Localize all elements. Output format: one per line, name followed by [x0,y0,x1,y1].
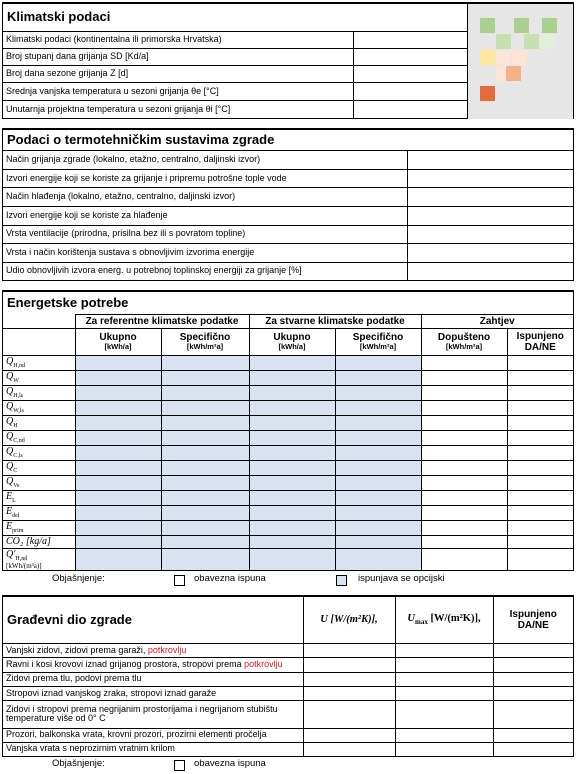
optional-value-cell[interactable] [75,385,161,400]
energy-row [3,446,573,461]
energy-row-symbol: $Q_{C,nd}$ [3,431,75,446]
logo-square [540,34,555,49]
optional-value-cell[interactable] [161,385,249,400]
required-value-cell[interactable] [421,400,507,415]
optional-value-cell[interactable] [75,370,161,385]
optional-value-cell[interactable] [249,536,335,548]
requirement-header: Zahtjev [421,314,573,328]
optional-value-cell[interactable] [161,416,249,431]
optional-value-cell[interactable] [249,416,335,431]
required-value-cell[interactable] [421,370,507,385]
energy-row-symbol: $Q_{W,ls}$ [3,400,75,415]
energy-class-logo [467,4,573,119]
col-u: U [W/(m²K)], [303,597,395,644]
required-value-cell[interactable] [507,446,573,461]
optional-value-cell[interactable] [335,355,421,370]
col-specific-ref: Specifično [kWh/m²a] [161,329,249,356]
col-specific-real: Specifično [kWh/m²a] [335,329,421,356]
energy-row [3,536,573,548]
optional-value-cell[interactable] [335,431,421,446]
logo-square [506,66,521,81]
building-row-label: Zidovi i stropovi prema negrijanim prostorijama i negrijanom stubištu temperature više od 0° C [3,701,303,728]
required-value-cell[interactable] [507,355,573,370]
optional-value-cell[interactable] [335,461,421,476]
legend-label: Objašnjenje: [52,573,105,584]
optional-value-cell[interactable] [335,548,421,570]
building-row-label: Stropovi iznad vanjskog zraka, stropovi iznad garaže [3,687,303,701]
optional-value-cell[interactable] [161,446,249,461]
optional-value-cell[interactable] [161,461,249,476]
legend-optional-swatch [336,575,347,586]
building-value-cell[interactable] [395,742,493,756]
climate-value-cell[interactable] [353,83,467,101]
systems-value-cell[interactable] [407,169,573,188]
energy-row [3,385,573,400]
energy-row-symbol: $Q'_{H,nd}$ [kWh/(m³a)] [3,548,75,570]
building-row [3,701,573,728]
required-value-cell[interactable] [507,476,573,491]
building-value-cell[interactable] [493,701,573,728]
building-value-cell[interactable] [493,687,573,701]
building-value-cell[interactable] [395,658,493,672]
optional-value-cell[interactable] [249,506,335,521]
climate-value-cell[interactable] [353,66,467,83]
optional-value-cell[interactable] [75,446,161,461]
building-row [3,728,573,742]
energy-row [3,400,573,415]
building-value-cell[interactable] [493,728,573,742]
optional-value-cell[interactable] [75,476,161,491]
climate-row: Klimatski podaci (kontinentalna ili primorska Hrvatska) [3,32,353,49]
required-value-cell[interactable] [507,385,573,400]
optional-value-cell[interactable] [75,416,161,431]
optional-value-cell[interactable] [75,431,161,446]
energy-title: Energetske potrebe [3,292,573,315]
optional-value-cell[interactable] [335,506,421,521]
optional-value-cell[interactable] [249,370,335,385]
systems-value-cell[interactable] [407,225,573,244]
optional-value-cell[interactable] [161,521,249,536]
optional-value-cell[interactable] [75,400,161,415]
col-total-ref: Ukupno [kWh/a] [75,329,161,356]
required-value-cell[interactable] [507,521,573,536]
optional-value-cell[interactable] [75,506,161,521]
required-value-cell[interactable] [421,476,507,491]
building-value-cell[interactable] [395,687,493,701]
col-building-fulfilled: Ispunjeno DA/NE [493,597,573,644]
optional-value-cell[interactable] [249,476,335,491]
energy-row [3,431,573,446]
logo-square [480,86,495,101]
real-climate-header: Za stvarne klimatske podatke [249,314,421,328]
energy-row-symbol: $Q_{Ve}$ [3,476,75,491]
optional-value-cell[interactable] [335,400,421,415]
energy-row-symbol: $E_L$ [3,491,75,506]
legend-required-label: obavezna ispuna [194,758,266,769]
energy-row [3,491,573,506]
building-row-label: Vanjski zidovi, zidovi prema garaži, potkrovlju [3,644,303,658]
building-row-label: Vanjska vrata s neprozirnim vratnim krilom [3,742,303,756]
climate-value-cell[interactable] [353,32,467,49]
building-value-cell[interactable] [493,672,573,686]
energy-row-symbol: $E_{del}$ [3,506,75,521]
optional-value-cell[interactable] [161,536,249,548]
optional-value-cell[interactable] [161,491,249,506]
systems-section [2,128,574,281]
optional-value-cell[interactable] [249,431,335,446]
climate-row: Srednja vanjska temperatura u sezoni grijanja θe [°C] [3,83,353,101]
energy-row [3,416,573,431]
required-value-cell[interactable] [507,461,573,476]
energy-row-symbol: $Q_H$ [3,416,75,431]
climate-value-cell[interactable] [353,49,467,66]
optional-value-cell[interactable] [249,385,335,400]
optional-value-cell[interactable] [335,491,421,506]
energy-row [3,506,573,521]
systems-row: Izvori energije koji se koriste za grijanje i pripremu potrošne tople vode [3,169,407,188]
energy-row [3,521,573,536]
col-umax: $U_{max}$ [W/(m²K)], [395,597,493,644]
energy-legend [2,574,574,588]
building-value-cell[interactable] [303,701,395,728]
energy-section [2,290,574,571]
logo-square [514,18,529,33]
required-value-cell[interactable] [421,416,507,431]
required-value-cell[interactable] [507,506,573,521]
logo-square [480,18,495,33]
col-allowed: Dopušteno [kWh/m²a] [421,329,507,356]
building-value-cell[interactable] [303,728,395,742]
col-fulfilled: Ispunjeno DA/NE [507,329,573,356]
optional-value-cell[interactable] [249,521,335,536]
building-value-cell[interactable] [303,687,395,701]
systems-row: Udio obnovljivih izvora energ. u potrebnoj toplinskoj energiji za grijanje [%] [3,262,407,280]
energy-row-symbol: CO₂ [kg/a] [3,536,75,548]
optional-value-cell[interactable] [335,446,421,461]
building-value-cell[interactable] [493,644,573,658]
energy-row-symbol: $Q_{H,nd}$ [3,355,75,370]
climate-row: Broj dana sezone grijanja Z [d] [3,66,353,83]
optional-value-cell[interactable] [249,446,335,461]
optional-value-cell[interactable] [75,548,161,570]
building-row-label: Prozori, balkonska vrata, krovni prozori, prozirni elementi pročelja [3,728,303,742]
required-value-cell[interactable] [421,355,507,370]
building-value-cell[interactable] [303,644,395,658]
systems-row: Izvori energije koji se koriste za hlađenje [3,207,407,226]
building-row [3,742,573,756]
logo-square [542,18,557,33]
optional-value-cell[interactable] [75,491,161,506]
systems-row: Način grijanja zgrade (lokalno, etažno, centralno, daljinski izvor) [3,151,407,170]
required-value-cell[interactable] [507,370,573,385]
energy-row [3,461,573,476]
energy-row-symbol: $Q_C$ [3,461,75,476]
optional-value-cell[interactable] [335,476,421,491]
building-row [3,644,573,658]
required-value-cell[interactable] [421,461,507,476]
energy-row [3,370,573,385]
building-value-cell[interactable] [303,672,395,686]
optional-value-cell[interactable] [161,355,249,370]
optional-value-cell[interactable] [249,461,335,476]
systems-row: Vrsta ventilacije (prirodna, prisilna bez ili s povratom topline) [3,225,407,244]
required-value-cell[interactable] [421,548,507,570]
building-value-cell[interactable] [395,644,493,658]
logo-square [496,34,511,49]
building-value-cell[interactable] [395,728,493,742]
optional-value-cell[interactable] [249,491,335,506]
systems-value-cell[interactable] [407,207,573,226]
energy-row [3,355,573,370]
optional-value-cell[interactable] [335,536,421,548]
energy-row-symbol: $Q_W$ [3,370,75,385]
logo-square [496,50,511,65]
required-value-cell[interactable] [507,536,573,548]
legend-required-swatch [174,760,185,771]
logo-square [480,50,495,65]
required-value-cell[interactable] [507,431,573,446]
required-value-cell[interactable] [421,431,507,446]
optional-value-cell[interactable] [161,400,249,415]
optional-value-cell[interactable] [335,416,421,431]
required-value-cell[interactable] [507,416,573,431]
legend-required-label: obavezna ispuna [194,573,266,584]
legend-required-swatch [174,575,185,586]
optional-value-cell[interactable] [161,548,249,570]
systems-title: Podaci o termotehničkim sustavima zgrade [3,130,573,151]
optional-value-cell[interactable] [75,536,161,548]
optional-value-cell[interactable] [249,400,335,415]
optional-value-cell[interactable] [335,385,421,400]
required-value-cell[interactable] [421,506,507,521]
climate-value-cell[interactable] [353,101,467,119]
required-value-cell[interactable] [507,400,573,415]
optional-value-cell[interactable] [161,431,249,446]
building-value-cell[interactable] [303,658,395,672]
required-value-cell[interactable] [507,491,573,506]
optional-value-cell[interactable] [75,521,161,536]
optional-value-cell[interactable] [161,370,249,385]
building-section [2,595,574,757]
building-value-cell[interactable] [493,742,573,756]
building-row [3,672,573,686]
systems-row: Način hlađenja (lokalno, etažno, centralno, daljinski izvor) [3,188,407,207]
building-value-cell[interactable] [303,742,395,756]
systems-value-cell[interactable] [407,151,573,170]
systems-value-cell[interactable] [407,244,573,263]
building-row-label: Ravni i kosi krovovi iznad grijanog prostora, stropovi prema potkrovlju [3,658,303,672]
climate-title: Klimatski podaci [3,4,467,32]
logo-square [512,50,527,65]
optional-value-cell[interactable] [335,370,421,385]
optional-value-cell[interactable] [75,355,161,370]
optional-value-cell[interactable] [249,355,335,370]
building-legend [2,759,574,773]
building-row [3,658,573,672]
energy-row [3,548,573,570]
building-row-label: Zidovi prema tlu, podovi prema tlu [3,672,303,686]
optional-value-cell[interactable] [161,506,249,521]
building-value-cell[interactable] [395,701,493,728]
legend-optional-label: ispunjava se opcijski [358,573,445,584]
legend-label: Objašnjenje: [52,758,105,769]
building-value-cell[interactable] [395,672,493,686]
energy-row-symbol: $Q_{H,ls}$ [3,385,75,400]
required-value-cell[interactable] [421,385,507,400]
systems-value-cell[interactable] [407,188,573,207]
energy-row-symbol: $Q_{C,ls}$ [3,446,75,461]
logo-square [524,34,539,49]
energy-row-symbol: $E_{prim}$ [3,521,75,536]
required-value-cell[interactable] [421,491,507,506]
optional-value-cell[interactable] [249,548,335,570]
systems-value-cell[interactable] [407,262,573,280]
building-row [3,687,573,701]
optional-value-cell[interactable] [75,461,161,476]
energy-row [3,476,573,491]
climate-row: Broj stupanj dana grijanja SD [Kd/a] [3,49,353,66]
col-total-real: Ukupno [kWh/a] [249,329,335,356]
required-value-cell[interactable] [507,548,573,570]
optional-value-cell[interactable] [335,521,421,536]
building-title: Građevni dio zgrade [3,597,303,644]
optional-value-cell[interactable] [161,476,249,491]
ref-climate-header: Za referentne klimatske podatke [75,314,249,328]
climate-row: Unutarnja projektna temperatura u sezoni grijanja θi [°C] [3,101,353,119]
required-value-cell[interactable] [421,521,507,536]
required-value-cell[interactable] [421,446,507,461]
required-value-cell[interactable] [421,536,507,548]
systems-row: Vrsta i način korištenja sustava s obnovljivim izvorima energije [3,244,407,263]
climate-section [2,2,574,119]
building-value-cell[interactable] [493,658,573,672]
